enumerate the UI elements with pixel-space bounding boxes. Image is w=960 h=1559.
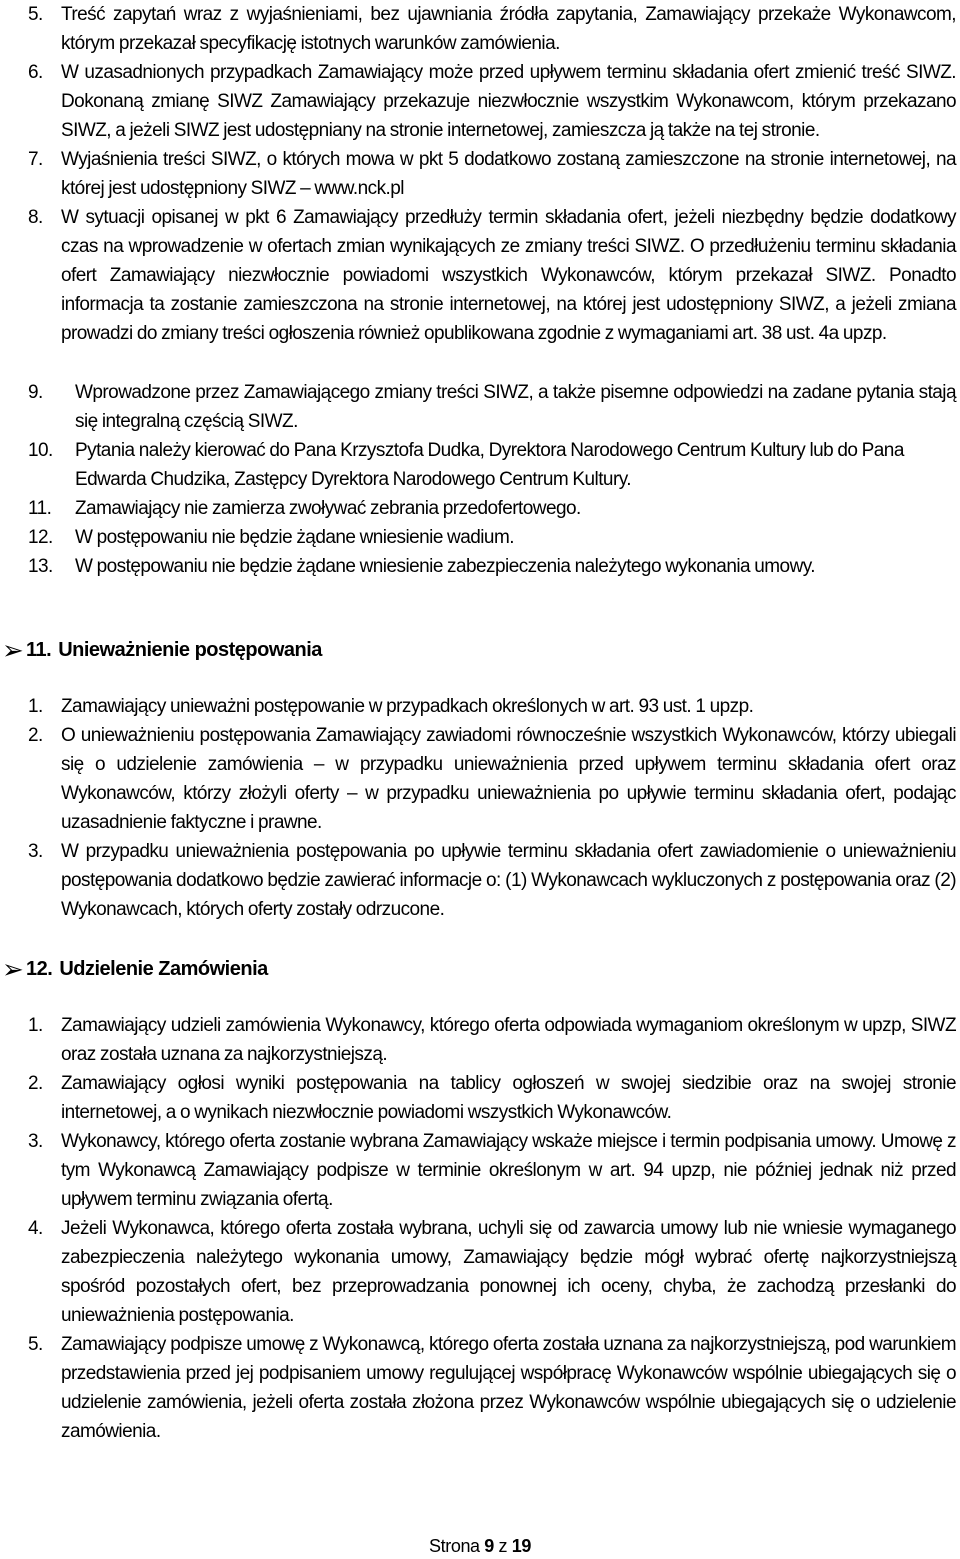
list-item xyxy=(28,1214,956,1330)
item-number: 13. xyxy=(28,556,53,577)
item-number: 3. xyxy=(28,1131,43,1152)
item-text: Zamawiający nie zamierza zwoływać zebrania przedofertowego. xyxy=(75,498,581,519)
item-text: Zamawiający udzieli zamówienia Wykonawcy, którego oferta odpowiada wymaganiom określonym w upzp, SIWZ oraz została uznana za najkorzystniejszą. xyxy=(61,1015,956,1065)
item-number: 11. xyxy=(28,498,52,519)
list-block-sec11 xyxy=(28,692,956,924)
list-item xyxy=(28,203,956,348)
item-number: 2. xyxy=(28,1073,43,1094)
item-number: 5. xyxy=(28,1334,43,1355)
list-item xyxy=(28,0,956,58)
list-item xyxy=(28,378,956,436)
page-label: Strona xyxy=(429,1536,480,1556)
item-text: W przypadku unieważnienia postępowania po upływie terminu składania ofert zawiadomienie o unieważnieniu postępowania dodatkowo będzie zawierać informacje o: (1) Wykonawcach wykluczonych z postępowania oraz (2) Wykonawcach, których oferty zostały odrzucone. xyxy=(61,841,956,920)
item-number: 1. xyxy=(28,696,43,717)
list-item xyxy=(28,1330,956,1446)
item-number: 8. xyxy=(28,207,43,228)
item-number: 10. xyxy=(28,440,53,461)
item-text: O unieważnieniu postępowania Zamawiający zawiadomi równocześnie wszystkich Wykonawców, którzy ubiegali się o udzielenie zamówienia – w przypadku unieważnienia przed upływem terminu składania ofert oraz Wykonawców, którzy złożyli oferty – w przypadku unieważnienia po upływie terminu składania ofert, podając uzasadnienie faktyczne i prawne. xyxy=(61,725,956,833)
item-text: Pytania należy kierować do Pana Krzysztofa Dudka, Dyrektora Narodowego Centrum Kultury lub do Pana Edwarda Chudzika, Zastępcy Dyrektora Narodowego Centrum Kultury. xyxy=(75,440,904,490)
list-item xyxy=(28,58,956,145)
section-heading-11 xyxy=(2,635,322,665)
item-number: 4. xyxy=(28,1218,43,1239)
list-item xyxy=(28,494,956,523)
list-item xyxy=(28,436,956,494)
item-text: Wprowadzone przez Zamawiającego zmiany treści SIWZ, a także pisemne odpowiedzi na zadane pytania stają się integralną częścią SIWZ. xyxy=(75,382,956,432)
item-text: W uzasadnionych przypadkach Zamawiający może przed upływem terminu składania ofert zmienić treść SIWZ. Dokonaną zmianę SIWZ Zamawiający przekazuje niezwłocznie wszystkim Wykonawcom, którym przekazano SIWZ, a jeżeli SIWZ jest udostępniany na stronie internetowej, zamieszcza ją także na tej stronie. xyxy=(61,62,956,141)
section-number: 11. xyxy=(26,638,52,661)
item-number: 1. xyxy=(28,1015,43,1036)
list-item xyxy=(28,523,956,552)
list-item xyxy=(28,1069,956,1127)
item-text: W postępowaniu nie będzie żądane wniesienie wadium. xyxy=(75,527,514,548)
section-number: 12. xyxy=(26,957,53,980)
item-number: 7. xyxy=(28,149,43,170)
section-heading-12 xyxy=(2,954,268,984)
arrow-bullet-icon: ➢ xyxy=(2,953,24,984)
section-title: Unieważnienie postępowania xyxy=(58,638,322,661)
section-title: Udzielenie Zamówienia xyxy=(59,957,268,980)
list-item xyxy=(28,1127,956,1214)
list-item xyxy=(28,692,956,721)
total-pages-number: 19 xyxy=(511,1536,531,1556)
item-text: Treść zapytań wraz z wyjaśnieniami, bez ujawniania źródła zapytania, Zamawiający przekaże Wykonawcom, którym przekazał specyfikację istotnych warunków zamówienia. xyxy=(61,4,956,54)
list-block-sec12 xyxy=(28,1011,956,1446)
item-text: W postępowaniu nie będzie żądane wniesienie zabezpieczenia należytego wykonania umowy. xyxy=(75,556,816,577)
list-block-sec10-part2 xyxy=(28,378,956,581)
item-text: W sytuacji opisanej w pkt 6 Zamawiający przedłuży termin składania ofert, jeżeli niezbędny będzie dodatkowy czas na wprowadzenie w ofertach zmian wynikających ze zmiany treści SIWZ. O przedłużeniu terminu składania ofert Zamawiający niezwłocznie powiadomi wszystkich Wykonawców, którym przekazał SIWZ. Ponadto informacja ta zostanie zamieszczona na stronie internetowej, na której jest udostępniony SIWZ, a jeżeli zmiana prowadzi do zmiany treści ogłoszenia również opublikowana zgodnie z wymaganiami art. 38 ust. 4a upzp. xyxy=(61,207,956,344)
item-text: Wykonawcy, którego oferta zostanie wybrana Zamawiający wskaże miejsce i termin podpisania umowy. Umowę z tym Wykonawcą Zamawiający podpisze w terminie określonym w art. 94 upzp, nie później jednak niż przed upływem terminu związania ofertą. xyxy=(61,1131,956,1210)
item-text: Zamawiający podpisze umowę z Wykonawcą, którego oferta została uznana za najkorzystniejszą, pod warunkiem przedstawienia przed jej podpisaniem umowy regulującej współpracę Wykonawców wspólnie ubiegających się o udzielenie zamówienia, jeżeli oferta została złożona przez Wykonawców wspólnie ubiegających się o udzielenie zamówienia. xyxy=(61,1334,956,1442)
item-text: Zamawiający unieważni postępowanie w przypadkach określonych w art. 93 ust. 1 upzp. xyxy=(61,696,754,717)
list-block-sec10-part1 xyxy=(28,0,956,348)
page-footer xyxy=(0,1536,960,1557)
list-item xyxy=(28,837,956,924)
page-of-label: z xyxy=(498,1536,508,1556)
current-page-number: 9 xyxy=(484,1536,494,1556)
item-text: Zamawiający ogłosi wyniki postępowania na tablicy ogłoszeń w swojej siedzibie oraz na swojej stronie internetowej, a o wynikach niezwłocznie powiadomi wszystkich Wykonawców. xyxy=(61,1073,956,1123)
item-text: Jeżeli Wykonawca, którego oferta została wybrana, uchyli się od zawarcia umowy lub nie wniesie wymaganego zabezpieczenia należytego wykonania umowy, Zamawiający będzie mógł wybrać ofertę najkorzystniejszą spośród pozostałych ofert, bez przeprowadzania ponownej ich oceny, chyba, że zachodzą przesłanki do unieważnienia postępowania. xyxy=(61,1218,956,1326)
list-item xyxy=(28,145,956,203)
item-number: 2. xyxy=(28,725,43,746)
item-number: 12. xyxy=(28,527,53,548)
list-item xyxy=(28,721,956,837)
item-text: Wyjaśnienia treści SIWZ, o których mowa w pkt 5 dodatkowo zostaną zamieszczone na stronie internetowej, na której jest udostępniony SIWZ – www.nck.pl xyxy=(61,149,956,199)
list-item xyxy=(28,1011,956,1069)
item-number: 3. xyxy=(28,841,43,862)
arrow-bullet-icon: ➢ xyxy=(2,634,24,665)
list-item xyxy=(28,552,956,581)
item-number: 5. xyxy=(28,4,43,25)
item-number: 6. xyxy=(28,62,43,83)
item-number: 9. xyxy=(28,382,43,403)
